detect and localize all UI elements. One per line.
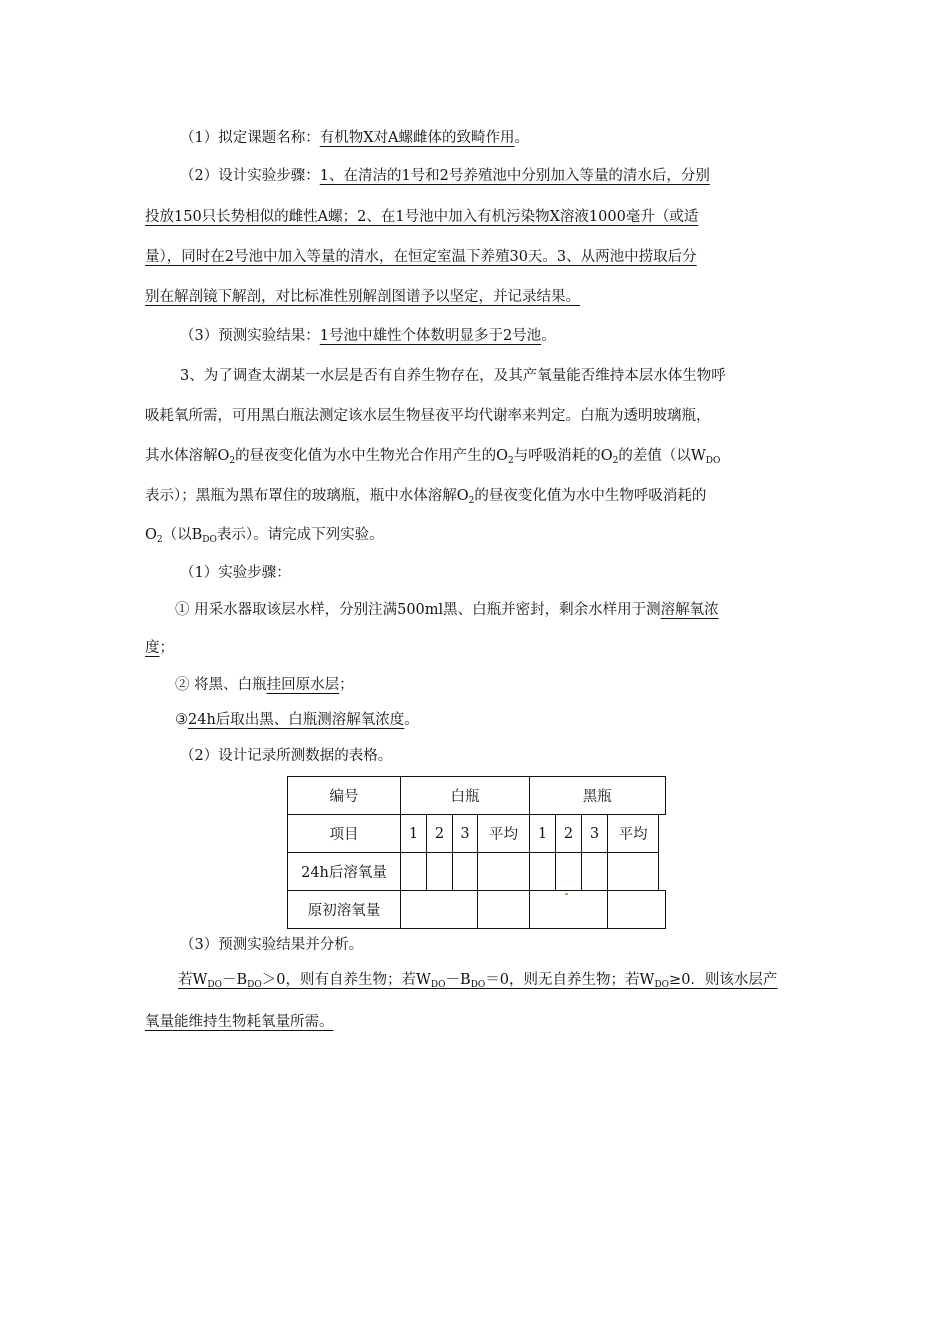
result-line-2: 氧量能维持生物耗氧量所需。: [145, 1014, 334, 1030]
result-1d: －B: [445, 972, 471, 988]
sub-do: DO: [470, 980, 486, 990]
sub-do: DO: [705, 456, 721, 466]
result-1a: 若W: [178, 972, 208, 988]
intro-3c: 与呼吸消耗的O: [513, 448, 613, 464]
q1-end: 。: [514, 130, 530, 146]
result-1e: ＝0，则无自养生物；若W: [485, 972, 655, 988]
table-cell: 24h后溶氧量: [288, 853, 401, 891]
data-table: [287, 776, 666, 929]
intro-line-4: [145, 486, 706, 511]
table-row: [288, 815, 666, 853]
result-1c: ＞0，则有自养生物；若W: [261, 972, 431, 988]
table-cell: [478, 853, 530, 891]
table-cell: [530, 853, 556, 891]
q3-end: 。: [541, 328, 556, 344]
sub-do: DO: [247, 980, 262, 990]
step-1-end: ；: [159, 640, 174, 656]
step-1-text: ① 用采水器取该层水样，分别注满500ml黑、白瓶并密封，剩余水样用于测: [175, 602, 661, 618]
result-label: （3）预测实验结果并分析。: [180, 937, 364, 953]
q3-line: [180, 326, 556, 346]
sub-2: 2: [508, 456, 514, 466]
q2-line-1: [180, 166, 710, 186]
table-gap: [659, 815, 666, 853]
table-cell: [401, 853, 427, 891]
step-3-text: ③: [175, 712, 188, 728]
step-1-answer-cont: 度: [145, 640, 160, 656]
step-2-end: ；: [339, 677, 354, 693]
intro-line-5: [145, 525, 384, 550]
result-1b: －B: [222, 972, 248, 988]
table-cell: [556, 853, 582, 891]
q2-answer-3: 量），同时在2号池中加入等量的清水，在恒定室温下养殖30天。3、从两池中捞取后分: [145, 249, 697, 265]
q2-label: （2）设计实验步骤：: [180, 168, 320, 184]
sub-2: 2: [229, 456, 236, 466]
table-cell: [427, 853, 453, 891]
q3-label: （3）预测实验结果：: [180, 328, 320, 344]
table-cell: 1: [401, 815, 427, 853]
step-2-text: ② 将黑、白瓶: [175, 677, 267, 693]
step-3-end: 。: [404, 712, 419, 728]
table-gap: [659, 853, 666, 891]
table-cell: 2: [556, 815, 582, 853]
intro-5b: （以B: [162, 527, 203, 543]
table-label: （2）设计记录所测数据的表格。: [180, 748, 393, 764]
q2-answer-2: 投放150只长势相似的雌性A螺；2、在1号池中加入有机污染物X溶液1000毫升（或适: [145, 209, 699, 225]
table-cell: 白瓶: [401, 777, 530, 815]
sub-2: 2: [156, 535, 163, 545]
table-cell: [453, 853, 478, 891]
q2-answer-4: 别在解剖镜下解剖，对比标准性别解剖图谱予以坚定，并记录结果。: [145, 289, 580, 305]
table-cell: 2: [427, 815, 453, 853]
table-cell: [530, 891, 608, 929]
step-2-answer: 挂回原水层: [266, 677, 340, 693]
sub-do: DO: [654, 980, 670, 990]
intro-line-3: [145, 446, 720, 471]
intro-3d: 的差值（以W: [618, 448, 706, 464]
intro-4b: 的昼夜变化值为水中生物呼吸消耗的: [474, 488, 707, 504]
step-1-answer: 溶解氧浓: [660, 602, 719, 618]
result-1f: ≥0．则该水层产: [669, 972, 778, 988]
table-cell: [478, 891, 530, 929]
sub-do: DO: [207, 980, 223, 990]
step-3: [175, 710, 419, 730]
intro-5a: O: [145, 527, 157, 543]
table-cell: 3: [453, 815, 478, 853]
q1-label: （1）拟定课题名称：: [180, 130, 320, 146]
sub-2: 2: [468, 496, 475, 506]
table-cell: 项目: [288, 815, 401, 853]
table-cell: 编号: [288, 777, 401, 815]
table-cell: [401, 891, 478, 929]
intro-5c: 表示）。请完成下列实验。: [216, 527, 384, 543]
q2-answer-1: 1、在清洁的1号和2号养殖池中分别加入等量的清水后，分别: [319, 168, 710, 184]
intro-line-2: 吸耗氧所需，可用黑白瓶法测定该水层生物昼夜平均代谢率来判定。白瓶为透明玻璃瓶，: [145, 408, 711, 424]
steps-label: （1）实验步骤：: [180, 565, 291, 581]
step-3-answer: 24h后取出黑、白瓶测溶解氧浓度: [188, 712, 405, 728]
sub-do: DO: [202, 535, 217, 545]
table-cell: 平均: [608, 815, 659, 853]
table-cell: [582, 853, 608, 891]
table-cell: 平均: [478, 815, 530, 853]
table-row: [288, 853, 666, 891]
sub-2: 2: [612, 456, 619, 466]
sub-do: DO: [430, 980, 446, 990]
intro-4a: 表示）；黑瓶为黑布罩住的玻璃瓶，瓶中水体溶解O: [145, 488, 469, 504]
q1-answer: 有机物X对A螺雌体的致畸作用: [319, 130, 515, 146]
table-cell: [608, 853, 659, 891]
q1-line: [180, 128, 529, 148]
table-cell: 3: [582, 815, 608, 853]
table-row: [288, 777, 666, 815]
q3-answer: 1号池中雄性个体数明显多于2号池: [319, 328, 542, 344]
intro-3a: 其水体溶解O: [145, 448, 230, 464]
result-line-1: [178, 970, 777, 995]
table-cell: 1: [530, 815, 556, 853]
step-1: [175, 600, 719, 620]
intro-line-1: 3、为了调查太湖某一水层是否有自养生物存在，及其产氧量能否维持本层水体生物呼: [180, 368, 726, 384]
stray-mark: [565, 893, 568, 895]
table-cell: 黑瓶: [530, 777, 666, 815]
step-1-cont: [145, 638, 174, 658]
table-row: [288, 891, 666, 929]
table-cell: [608, 891, 666, 929]
intro-3b: 的昼夜变化值为水中生物光合作用产生的O: [235, 448, 509, 464]
step-2: [175, 675, 354, 695]
table-cell: 原初溶氧量: [288, 891, 401, 929]
